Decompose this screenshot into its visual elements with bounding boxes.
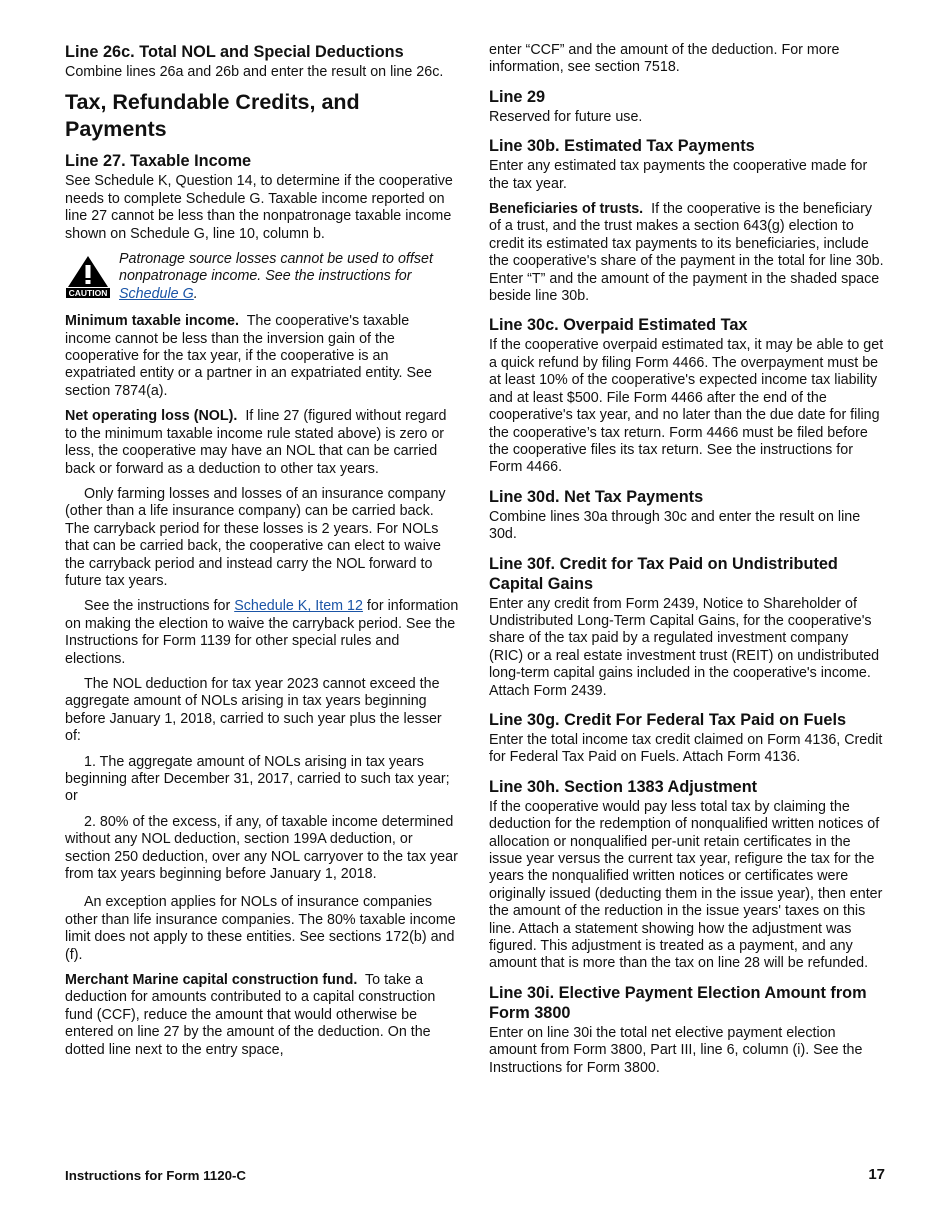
minimum-taxable-income-text: The cooperative's taxable income cannot be less than the inversion gain of the cooperative for the tax year, if the cooperative is an expatriated entity or a partner in an expatriated entity. See section 7874(a). (65, 313, 432, 399)
list-item-1: 1. The aggregate amount of NOLs arising in tax years beginning after December 31, 2017, carried to such tax year; or (65, 753, 450, 805)
caution-icon (65, 253, 111, 299)
caution-text-main: Patronage source losses cannot be used to offset nonpatronage income. See the instructions for (119, 251, 433, 285)
caution-text (119, 251, 459, 303)
ccf-text: To take a deduction for amounts contributed to a capital construction fund (CCF), reduce the amount that would otherwise be entered on line 27 by the amount of the deduction. On the dotted line next to the entry space, (65, 972, 436, 1058)
line-27-text: See Schedule K, Question 14, to determine if the cooperative needs to complete Schedule G. Taxable income reported on line 27 cannot be less than the nonpatronage taxable income shown on Schedule G, line 10, column b. (65, 173, 453, 242)
line-30c-text: If the cooperative overpaid estimated tax, it may be able to get a quick refund by filing Form 4466. The overpayment must be at least 10% of the cooperative's expected income tax liability and at least $500. File Form 4466 after the end of the cooperative's tax year, and no later than the due date for filing the cooperative’s tax return. Form 4466 must be filed before the cooperative files its tax return. See the instructions for Form 4466. (489, 337, 884, 476)
minimum-taxable-income-paragraph (65, 313, 459, 400)
section-heading: Tax, Refundable Credits, and Payments (65, 90, 360, 142)
right-column (489, 42, 885, 1085)
farming-losses-paragraph: Only farming losses and losses of an insurance company (other than a life insurance company) can be carried back. The carryback period for these losses is 2 years. For NOLs that can be carried back, the cooperative can elect to waive the carryback period and instead carry the NOL forward to future tax years. (65, 485, 446, 589)
ccf-lead: Merchant Marine capital construction fund. (65, 972, 358, 989)
caution-text-end: . (193, 285, 198, 302)
beneficiaries-paragraph (489, 201, 885, 305)
schedule-k-item-12-link[interactable]: Schedule K, Item 12 (234, 598, 363, 615)
line-29-heading: Line 29 (489, 87, 546, 106)
minimum-taxable-income-lead: Minimum taxable income. (65, 313, 239, 330)
line-30g-heading: Line 30g. Credit For Federal Tax Paid on Fuels (489, 710, 847, 729)
nol-text: If line 27 (figured without regard to the minimum taxable income rule stated above) is zero or less, the cooperative may have an NOL that can be carried back or forward as a deduction to other tax years. (65, 408, 447, 477)
line-29-text: Reserved for future use. (489, 108, 643, 125)
exception-paragraph: An exception applies for NOLs of insurance companies other than life insurance companies. The 80% taxable income limit does not apply to these entities. See sections 172(b) and (f). (65, 894, 456, 963)
line-30d-text: Combine lines 30a through 30c and enter the result on line 30d. (489, 508, 861, 543)
see-instructions-post: for information on making the election to waive the carryback period. See the Instructions for Form 1139 for other special rules and elections. (65, 598, 459, 667)
nol-paragraph (65, 408, 459, 478)
line-30c-heading: Line 30c. Overpaid Estimated Tax (489, 316, 748, 335)
line-30f-text: Enter any credit from Form 2439, Notice to Shareholder of Undistributed Long-Term Capital Gains, for the cooperative's share of the tax paid by a regulated investment company (RIC) or a real estate investment trust (REIT) on undistributed long-term capital gains included in the cooperative's income. Attach Form 2439. (489, 595, 880, 699)
caution-label: CAUTION (68, 288, 108, 299)
nol-deduction-paragraph: The NOL deduction for tax year 2023 cannot exceed the aggregate amount of NOLs arising in tax years beginning before January 1, 2018, carried to such year plus the lesser of: (65, 675, 442, 745)
line-30d-heading: Line 30d. Net Tax Payments (489, 487, 704, 506)
line-30i-text: Enter on line 30i the total net elective payment election amount from Form 3800, Part III, line 6, column (i). See the Instructions for Form 3800. (489, 1024, 863, 1076)
footer-title: Instructions for Form 1120-C (65, 1168, 247, 1183)
line-30i-heading: Line 30i. Elective Payment Election Amount from Form 3800 (489, 983, 867, 1022)
line-26c-text: Combine lines 26a and 26b and enter the result on line 26c. (65, 64, 444, 80)
line-30g-text: Enter the total income tax credit claimed on Form 4136, Credit for Federal Tax Paid on Fuels. Attach Form 4136. (489, 731, 883, 766)
line-30b-heading: Line 30b. Estimated Tax Payments (489, 137, 755, 156)
schedule-g-link[interactable]: Schedule G (119, 285, 194, 302)
line-26c-heading: Line 26c. Total NOL and Special Deductions (65, 43, 404, 61)
line-30h-heading: Line 30h. Section 1383 Adjustment (489, 777, 758, 796)
left-column (65, 42, 459, 1067)
see-instructions-pre: See the instructions for (84, 598, 235, 615)
beneficiaries-text: If the cooperative is the beneficiary of a trust, and the trust makes a section 643(g) election to credit its estimated tax payments to its beneficiaries, include the cooperative's share of the payment in the total for line 30b. Enter “T” and the amount of the payment in the shaded space beside line 30b. (489, 201, 884, 305)
beneficiaries-lead: Beneficiaries of trusts. (489, 201, 644, 218)
line-30f-heading: Line 30f. Credit for Tax Paid on Undistributed Capital Gains (489, 554, 838, 593)
ccf-paragraph (65, 972, 459, 1059)
caution-note (65, 251, 459, 303)
line-30h-text: If the cooperative would pay less total tax by claiming the deduction for the redemption of nonqualified written notices of allocation or nonqualified per-unit retain certificates in the issue year versus the current tax year, refigure the tax for the years the nonqualified written notices or certificates were originally issued (deducting them in the issue year), then enter the amount of the reduction in the issue years' taxes on this line. Attach a statement showing how the adjustment was figured. This adjustment is treated as a payment, and any amount that is more than the tax on line 28 will be refunded. (489, 798, 883, 972)
ccf-continuation: enter “CCF” and the amount of the deduction. For more information, see section 7518. (489, 42, 840, 76)
line-30b-text: Enter any estimated tax payments the cooperative made for the tax year. (489, 158, 868, 192)
line-27-heading: Line 27. Taxable Income (65, 152, 252, 171)
list-item-2: 2. 80% of the excess, if any, of taxable income determined without any NOL deduction, section 199A deduction, or section 250 deduction, over any NOL carryover to the tax year from tax years beginning before January 1, 2018. (65, 813, 458, 883)
page-number: 17 (868, 1166, 885, 1183)
nol-lead: Net operating loss (NOL). (65, 408, 238, 425)
see-instructions-paragraph (65, 598, 459, 668)
